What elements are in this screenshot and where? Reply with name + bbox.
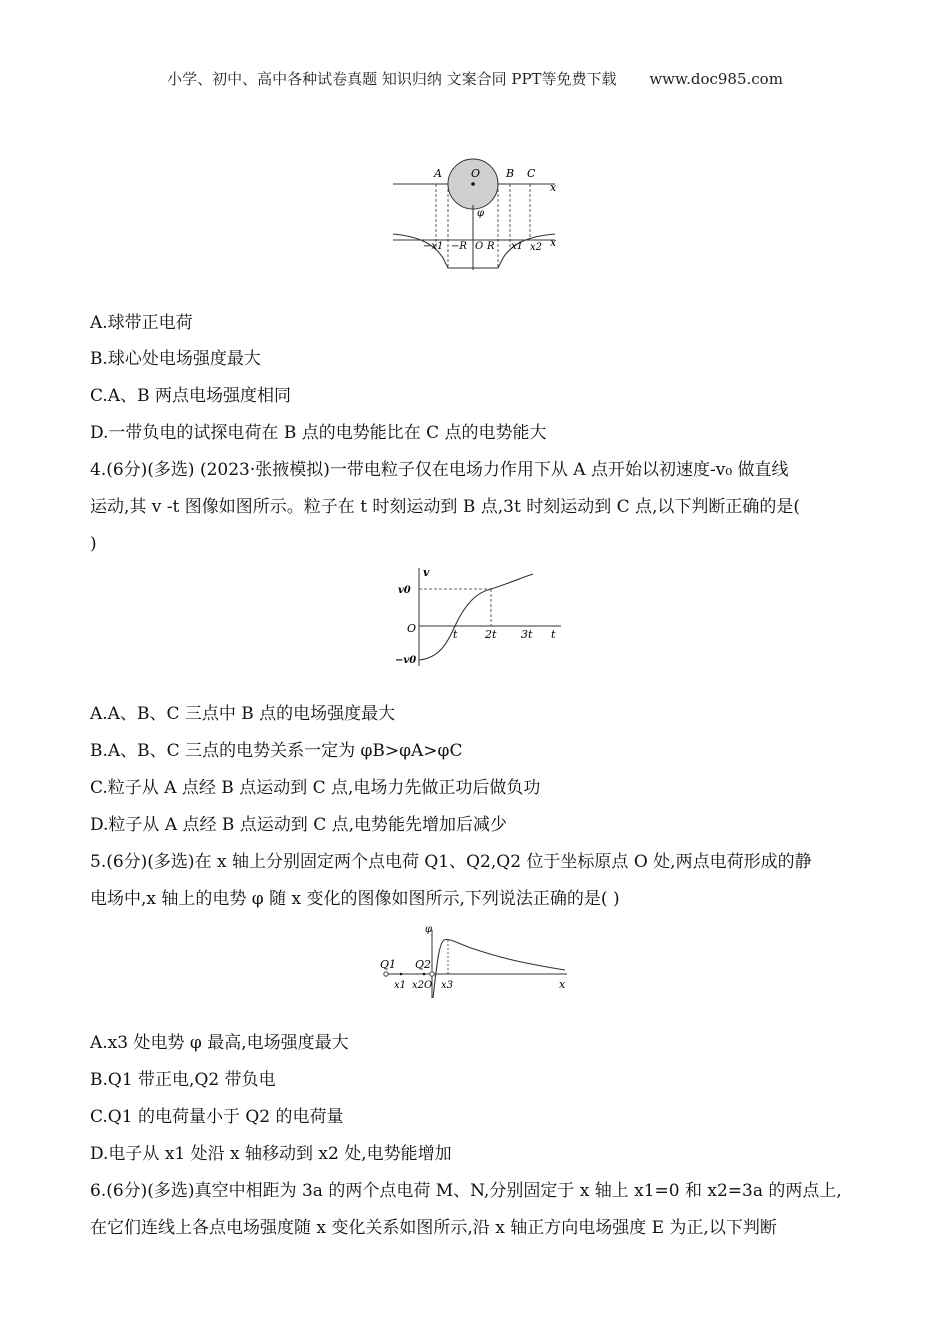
charge-q2 bbox=[430, 972, 434, 976]
header-text: 小学、初中、高中各种试卷真题 知识归纳 文案合同 PPT等免费下载 bbox=[167, 70, 617, 88]
label-phi-3: φ bbox=[425, 924, 433, 935]
q6-stem-line1: 6.(6分)(多选)真空中相距为 3a 的两个点电荷 M、N,分别固定于 x 轴上 x1=0 和 x2=3a 的两点上, bbox=[90, 1181, 842, 1201]
label-v: v bbox=[423, 566, 430, 579]
label-x2: x2 bbox=[530, 242, 543, 253]
q5-option-a: A.x3 处电势 φ 最高,电场强度最大 bbox=[90, 1033, 349, 1053]
q4-option-a: A.A、B、C 三点中 B 点的电场强度最大 bbox=[90, 704, 396, 724]
label-neg-R: −R bbox=[451, 241, 467, 252]
label-2t: 2t bbox=[485, 628, 497, 641]
q4-stem-line3: ) bbox=[90, 534, 97, 554]
figure-v-t-graph bbox=[385, 562, 575, 674]
label-neg-v0: −v0 bbox=[395, 655, 417, 666]
label-C: C bbox=[527, 167, 536, 180]
label-3t: 3t bbox=[521, 628, 533, 641]
q5-option-c: C.Q1 的电荷量小于 Q2 的电荷量 bbox=[90, 1107, 344, 1127]
q3-option-d: D.一带负电的试探电荷在 B 点的电势能比在 C 点的电势能大 bbox=[90, 423, 547, 443]
q4-stem-line2: 运动,其 v -t 图像如图所示。粒子在 t 时刻运动到 B 点,3t 时刻运动到 C 点,以下判断正确的是( bbox=[90, 497, 801, 517]
q5-option-b: B.Q1 带正电,Q2 带负电 bbox=[90, 1070, 276, 1090]
q4-option-b: B.A、B、C 三点的电势关系一定为 φB>φA>φC bbox=[90, 741, 463, 761]
sphere-center bbox=[471, 182, 475, 186]
charge-q1 bbox=[384, 972, 388, 976]
label-x-top: x bbox=[550, 181, 557, 194]
q3-option-b: B.球心处电场强度最大 bbox=[90, 349, 261, 369]
q5-option-d: D.电子从 x1 处沿 x 轴移动到 x2 处,电势能增加 bbox=[90, 1144, 452, 1164]
point-x1 bbox=[400, 973, 403, 976]
label-fig3-x3: x3 bbox=[441, 980, 454, 991]
label-fig3-x1: x1 bbox=[394, 980, 407, 991]
q6-stem-line2: 在它们连线上各点电场强度随 x 变化关系如图所示,沿 x 轴正方向电场强度 E 为正,以下判断 bbox=[90, 1218, 777, 1238]
header-url[interactable]: www.doc985.com bbox=[649, 70, 783, 88]
q3-option-c: C.A、B 两点电场强度相同 bbox=[90, 386, 291, 406]
label-O-bottom: O bbox=[475, 241, 484, 252]
label-x1: x1 bbox=[511, 241, 524, 252]
label-fig3-x: x bbox=[559, 978, 566, 991]
page-header bbox=[0, 68, 950, 89]
label-fig3-O: O bbox=[424, 980, 433, 991]
v-t-dashed-guides bbox=[419, 589, 491, 626]
q3-option-a: A.球带正电荷 bbox=[90, 313, 193, 333]
label-B: B bbox=[506, 167, 515, 180]
label-fig3-x2: x2 bbox=[412, 980, 425, 991]
figure-phi-x-graph bbox=[375, 922, 575, 1000]
q5-stem-line2: 电场中,x 轴上的电势 φ 随 x 变化的图像如图所示,下列说法正确的是( ) bbox=[90, 889, 620, 909]
label-R: R bbox=[487, 241, 495, 252]
label-q2: Q2 bbox=[415, 958, 432, 971]
label-A: A bbox=[434, 167, 442, 180]
q4-option-d: D.粒子从 A 点经 B 点运动到 C 点,电势能先增加后减少 bbox=[90, 815, 508, 835]
label-x-bottom: x bbox=[550, 236, 557, 249]
label-t: t bbox=[453, 628, 458, 641]
label-neg-x1: −x1 bbox=[423, 241, 444, 252]
q4-stem-line1: 4.(6分)(多选) (2023·张掖模拟)一带电粒子仅在电场力作用下从 A 点开始以初速度-v₀ 做直线 bbox=[90, 460, 789, 480]
label-v0: v0 bbox=[398, 585, 411, 596]
label-t-axis: t bbox=[551, 628, 556, 641]
label-phi: φ bbox=[477, 208, 485, 219]
v-t-curve bbox=[419, 574, 533, 660]
label-O-top: O bbox=[471, 167, 481, 180]
label-q1: Q1 bbox=[380, 958, 397, 971]
figure-sphere-potential bbox=[385, 150, 575, 280]
q5-stem-line1: 5.(6分)(多选)在 x 轴上分别固定两个点电荷 Q1、Q2,Q2 位于坐标原点 O 处,两点电荷形成的静 bbox=[90, 852, 812, 872]
q4-option-c: C.粒子从 A 点经 B 点运动到 C 点,电场力先做正功后做负功 bbox=[90, 778, 541, 798]
point-x2 bbox=[423, 973, 426, 976]
label-origin: O bbox=[407, 622, 417, 635]
